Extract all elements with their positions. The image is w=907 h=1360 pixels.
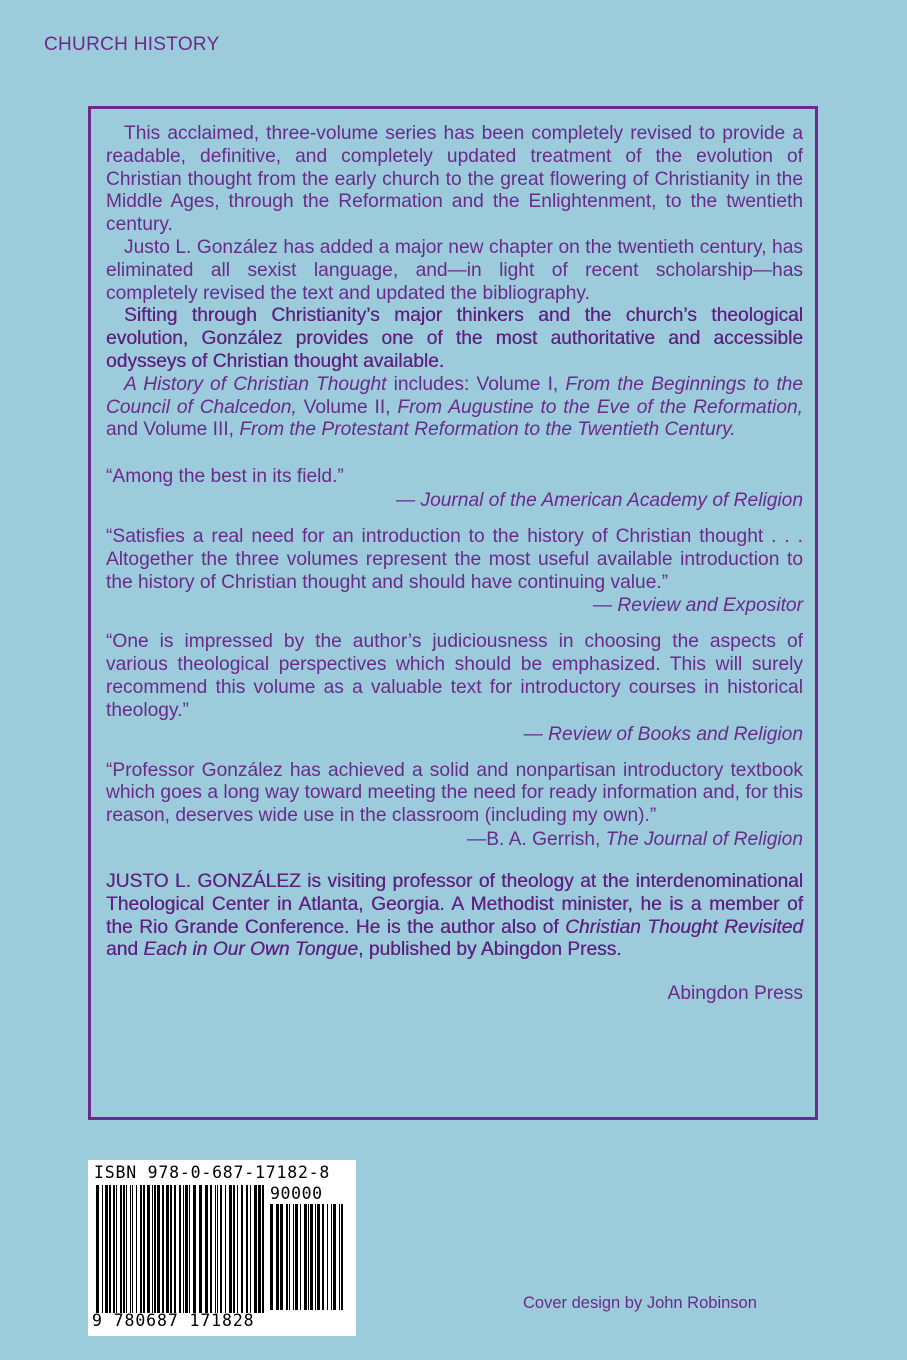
barcode-bar — [237, 1185, 238, 1313]
barcode-bar — [304, 1204, 307, 1310]
description-paragraph-1: This acclaimed, three-volume series has been completely revised to provide a readable, definitive, and completely updated treatment of the evolution of Christian thought from the early church to the great flowering of Christianity in the Middle Ages, through the Reformation and the Enlightenment, to the twentieth century. — [106, 123, 803, 236]
review-source-1: — Journal of the American Academy of Religion — [395, 489, 803, 511]
barcode-bar — [154, 1185, 156, 1313]
review-quote-1: “Among the best in its field.” — [106, 466, 344, 488]
barcode-bar — [126, 1185, 127, 1313]
barcode-bar — [308, 1204, 309, 1310]
review-quote-3: “One is impressed by the author’s judiciousness in choosing the aspects of various theological perspectives which should be emphasized. This will surely recommend this volume as a valuable text for introductory courses in historical theology.” — [106, 631, 803, 721]
barcode-bar — [120, 1185, 122, 1313]
barcode-bar — [179, 1185, 181, 1313]
barcode-bar — [162, 1185, 164, 1313]
barcode-bar — [280, 1204, 283, 1310]
barcode-bar — [193, 1185, 196, 1313]
isbn-barcode — [88, 1160, 356, 1336]
barcode-bar — [322, 1204, 324, 1310]
barcode-bar — [333, 1204, 336, 1310]
volume-3-title: From the Protestant Reformation to the Twentieth Century. — [239, 419, 736, 441]
barcode-bar — [199, 1185, 202, 1313]
ean-digits: 9 780687 171828 — [92, 1311, 255, 1330]
barcode-bar — [341, 1204, 343, 1310]
barcode-bar — [317, 1204, 320, 1310]
barcode-bar — [315, 1204, 316, 1310]
barcode-bar — [295, 1204, 298, 1310]
barcode-bar — [229, 1185, 232, 1313]
description-paragraph-2: Justo L. González has added a major new chapter on the twentieth century, has eliminated all sexist language, and—in light of recent scholarship—has completely revised the text and updated the bibliography. — [106, 236, 803, 304]
ean-bars — [96, 1185, 268, 1313]
barcode-bar — [270, 1204, 273, 1310]
author-book-2: Each in Our Own Tongue — [143, 939, 359, 961]
barcode-bar — [136, 1185, 137, 1313]
price-code: 90000 — [270, 1184, 323, 1203]
review-source-2: — Review and Expositor — [592, 595, 803, 617]
series-title: A History of Christian Thought — [124, 373, 387, 395]
barcode-bar — [254, 1185, 257, 1313]
author-book-1: Christian Thought Revisited — [565, 916, 803, 938]
barcode-bar — [109, 1185, 111, 1313]
barcode-bar — [185, 1185, 188, 1313]
barcode-bar — [113, 1185, 115, 1313]
barcode-bar — [166, 1185, 169, 1313]
barcode-bar — [157, 1185, 160, 1313]
barcode-bar — [140, 1185, 142, 1313]
barcode-bar — [215, 1185, 216, 1313]
barcode-bar — [152, 1185, 153, 1313]
barcode-bar — [241, 1185, 243, 1313]
barcode-bar — [116, 1185, 117, 1313]
barcode-bar — [310, 1204, 313, 1310]
volume-2-title: From Augustine to the Eve of the Reformation, — [397, 396, 803, 418]
barcode-bar — [96, 1185, 99, 1313]
barcode-bar — [327, 1204, 328, 1310]
category-label: CHURCH HISTORY — [44, 34, 220, 55]
barcode-bar — [300, 1204, 301, 1310]
barcode-bar — [130, 1185, 131, 1313]
barcode-bar — [233, 1185, 235, 1313]
description-panel — [88, 106, 818, 1120]
isbn-number: ISBN 978-0-687-17182-8 — [94, 1163, 331, 1182]
barcode-bar — [102, 1185, 103, 1313]
barcode-bar — [246, 1185, 248, 1313]
review-source-3: — Review of Books and Religion — [523, 723, 803, 745]
barcode-bar — [205, 1185, 208, 1313]
barcode-bar — [276, 1204, 279, 1310]
barcode-bar — [183, 1185, 184, 1313]
barcode-bar — [143, 1185, 145, 1313]
publisher-name: Abingdon Press — [667, 983, 803, 1005]
description-paragraph-4: A History of Christian Thought includes: Volume I, From the Beginnings to the Council of Chalcedon, Volume II, From Augustine to the Eve of the Reformation, and Volume III, From the Protestant Reformation to the Twentieth Century. — [106, 373, 803, 441]
barcode-bar — [217, 1185, 218, 1313]
barcode-bar — [262, 1185, 264, 1313]
barcode-bar — [189, 1185, 190, 1313]
barcode-bar — [147, 1185, 150, 1313]
author-bio: JUSTO L. GONZÁLEZ is visiting professor of theology at the interdenominational Theological Center in Atlanta, Georgia. A Methodist minister, he is a member of the Rio Grande Conference. He is the author also of Christian Thought Revisited and Each in Our Own Tongue, published by Abingdon Press. — [106, 870, 803, 961]
barcode-bar — [170, 1185, 172, 1313]
description-paragraph-3: Sifting through Christianity’s major thinkers and the church’s theological evolution, González provides one of the most authoritative and accessible odysseys of Christian thought available. — [106, 305, 803, 372]
barcode-bar — [289, 1204, 290, 1310]
barcode-bar — [293, 1204, 294, 1310]
volume-1-title: From the Beginnings to the Council of Chalcedon, — [106, 373, 803, 418]
barcode-bar — [286, 1204, 288, 1310]
barcode-bar — [220, 1185, 222, 1313]
barcode-bar — [225, 1185, 226, 1313]
barcode-bar — [132, 1185, 133, 1313]
barcode-bar — [105, 1185, 108, 1313]
barcode-bar — [250, 1185, 251, 1313]
barcode-bar — [123, 1185, 125, 1313]
addon-bars — [270, 1204, 348, 1310]
cover-design-credit: Cover design by John Robinson — [523, 1294, 757, 1312]
barcode-bar — [339, 1204, 340, 1310]
barcode-bar — [174, 1185, 176, 1313]
review-quote-2: “Satisfies a real need for an introduction to the history of Christian thought . . . Altogether the three volumes represent the most useful available introduction to the history of Christian thought and should have continuing value.” — [106, 525, 803, 593]
barcode-bar — [210, 1185, 212, 1313]
review-quote-4: “Professor González has achieved a solid and nonpartisan introductory textbook which goes a long way toward meeting the need for ready information and, for this reason, deserves wide use in the classroom (including my own).” — [106, 759, 803, 827]
barcode-bar — [331, 1204, 332, 1310]
barcode-bar — [258, 1185, 261, 1313]
review-source-4: —B. A. Gerrish, The Journal of Religion — [467, 828, 803, 850]
